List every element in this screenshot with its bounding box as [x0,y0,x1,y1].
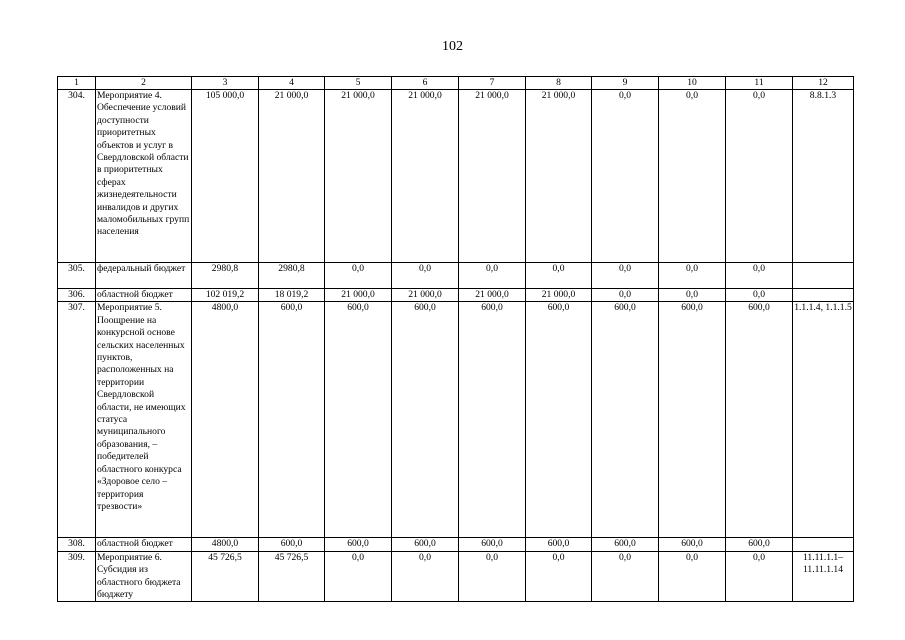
row-name: федеральный бюджет [96,263,192,289]
cell-value: 600,0 [325,538,392,551]
cell-value: 0,0 [392,263,459,289]
cell-value: 600,0 [526,302,592,538]
column-header: 2 [96,77,192,90]
row-name: Мероприятие 5. Поощрение на конкурсной основе сельских населенных пунктов, расположенных на территории Свердловской области, не имеющих статуса муниципального образования, – победителей областного конкурса «Здоровое село – территория трезвости» [96,302,192,538]
cell-value: 21 000,0 [459,90,526,263]
column-header: 3 [192,77,259,90]
cell-value: 21 000,0 [392,289,459,302]
cell-value: 0,0 [459,263,526,289]
cell-value: 0,0 [325,551,392,602]
cell-value: 0,0 [659,289,726,302]
column-header: 5 [325,77,392,90]
cell-reference [793,263,854,289]
column-header: 9 [592,77,659,90]
row-number: 308. [58,538,96,551]
cell-value: 0,0 [659,90,726,263]
cell-value: 0,0 [592,263,659,289]
cell-value: 0,0 [459,551,526,602]
cell-total: 45 726,5 [192,551,259,602]
cell-value: 0,0 [592,289,659,302]
cell-value: 0,0 [526,263,592,289]
cell-value: 0,0 [659,551,726,602]
row-number: 307. [58,302,96,538]
cell-total: 4800,0 [192,302,259,538]
cell-value: 21 000,0 [459,289,526,302]
cell-value: 600,0 [592,538,659,551]
cell-reference: 1.1.1.4, 1.1.1.5 [793,302,854,538]
cell-total: 105 000,0 [192,90,259,263]
table-row [58,90,854,263]
cell-value: 600,0 [526,538,592,551]
cell-value: 0,0 [392,551,459,602]
header-row [58,77,854,90]
cell-value: 0,0 [325,263,392,289]
cell-total: 2980,8 [192,263,259,289]
cell-value: 600,0 [459,302,526,538]
cell-value: 0,0 [726,289,793,302]
budget-table [57,76,854,602]
cell-value: 600,0 [259,302,325,538]
table-row [58,302,854,538]
cell-value: 0,0 [726,90,793,263]
cell-value: 2980,8 [259,263,325,289]
cell-value: 0,0 [592,90,659,263]
cell-reference: 8.8.1.3 [793,90,854,263]
cell-value: 21 000,0 [526,289,592,302]
cell-value: 45 726,5 [259,551,325,602]
cell-value: 18 019,2 [259,289,325,302]
cell-value: 600,0 [325,302,392,538]
table-row [58,538,854,551]
column-header: 6 [392,77,459,90]
cell-total: 102 019,2 [192,289,259,302]
row-number: 305. [58,263,96,289]
cell-value: 21 000,0 [259,90,325,263]
cell-value: 600,0 [659,538,726,551]
cell-value: 0,0 [592,551,659,602]
column-header: 4 [259,77,325,90]
row-number: 306. [58,289,96,302]
cell-value: 21 000,0 [392,90,459,263]
row-name: областной бюджет [96,538,192,551]
row-name: областной бюджет [96,289,192,302]
column-header: 11 [726,77,793,90]
column-header: 8 [526,77,592,90]
cell-value: 600,0 [726,538,793,551]
cell-value: 600,0 [392,302,459,538]
cell-value: 21 000,0 [526,90,592,263]
cell-value: 21 000,0 [325,90,392,263]
cell-value: 0,0 [526,551,592,602]
row-number: 309. [58,551,96,602]
row-number: 304. [58,90,96,263]
cell-reference [793,538,854,551]
cell-value: 600,0 [459,538,526,551]
column-header: 1 [58,77,96,90]
column-header: 10 [659,77,726,90]
cell-value: 21 000,0 [325,289,392,302]
row-name: Мероприятие 4. Обеспечение условий доступности приоритетных объектов и услуг в Свердловской области в приоритетных сферах жизнедеятельности инвалидов и других маломобильных групп населения [96,90,192,263]
column-header: 12 [793,77,854,90]
cell-reference [793,289,854,302]
cell-value: 600,0 [259,538,325,551]
column-header: 7 [459,77,526,90]
cell-value: 0,0 [726,551,793,602]
table-row [58,551,854,602]
table-row [58,263,854,289]
cell-value: 0,0 [726,263,793,289]
cell-value: 600,0 [726,302,793,538]
cell-value: 600,0 [659,302,726,538]
table-row [58,289,854,302]
cell-value: 0,0 [659,263,726,289]
row-name: Мероприятие 6. Субсидия из областного бюджета бюджету [96,551,192,602]
cell-total: 4800,0 [192,538,259,551]
cell-value: 600,0 [592,302,659,538]
cell-value: 600,0 [392,538,459,551]
page-number: 102 [442,39,463,54]
cell-reference: 11.11.1.1– 11.11.1.14 [793,551,854,602]
